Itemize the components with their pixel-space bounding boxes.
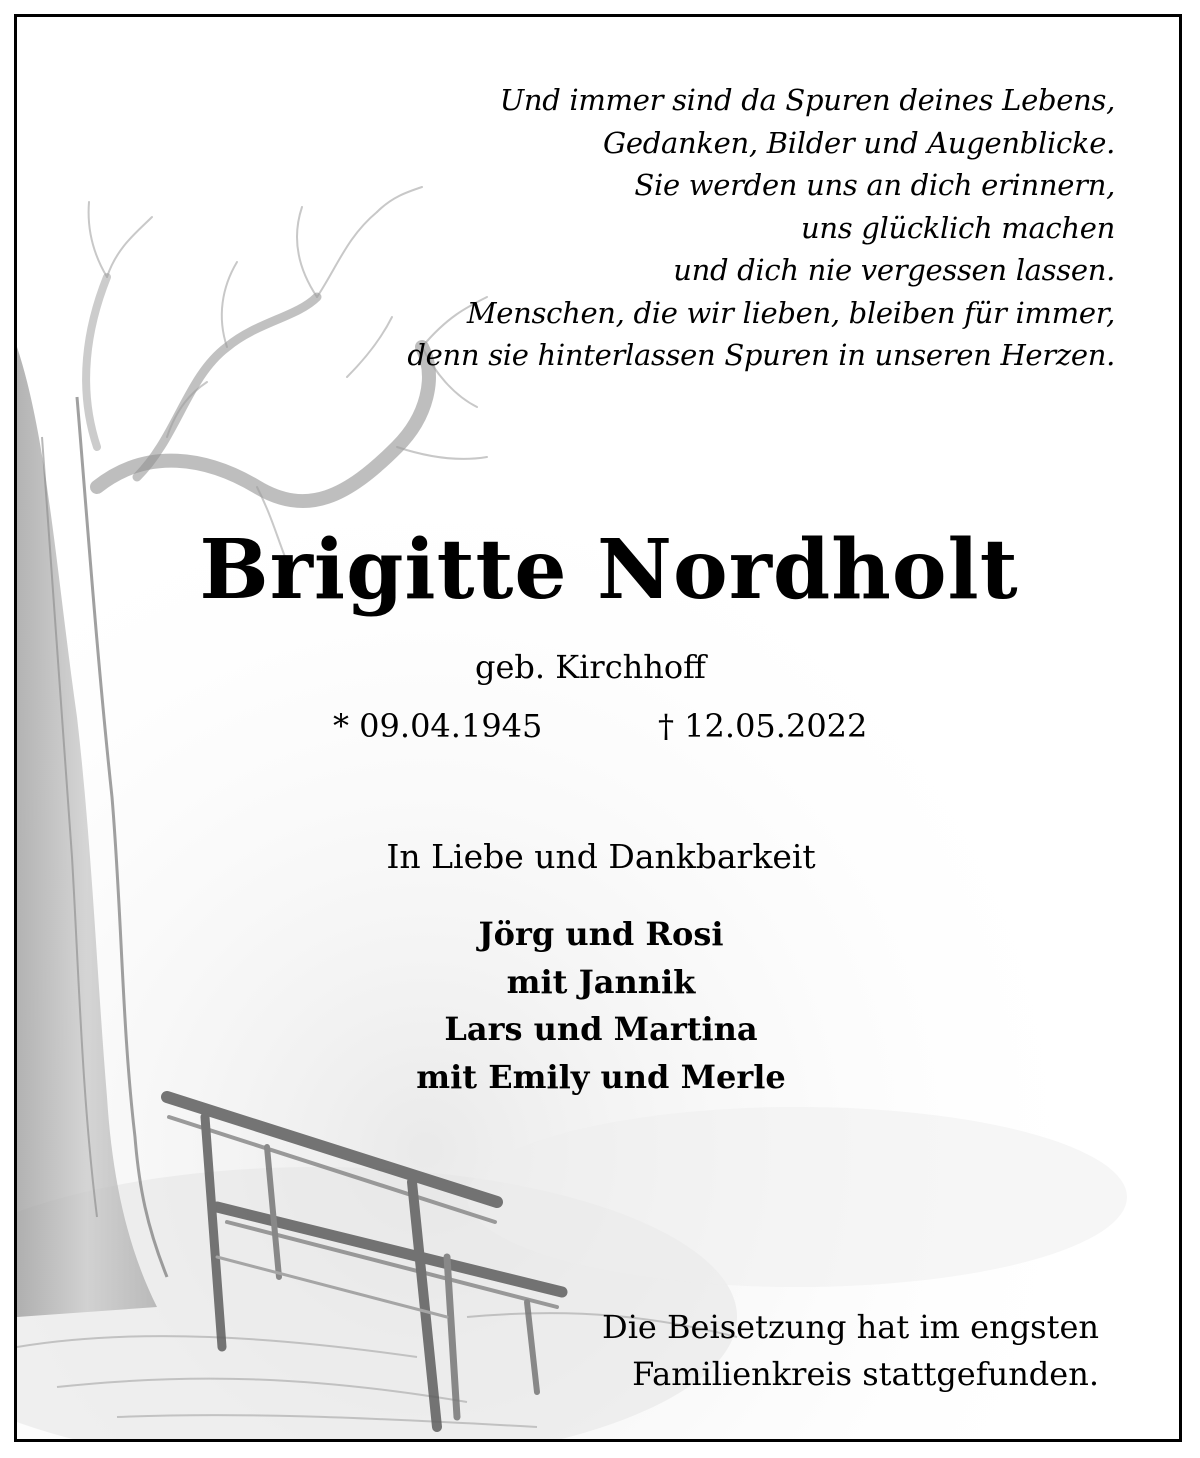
burial-line: Die Beisetzung hat im engsten xyxy=(602,1308,1099,1346)
mourner-line: Jörg und Rosi xyxy=(478,915,724,953)
poem-line: und dich nie vergessen lassen. xyxy=(673,253,1115,287)
mourners-list xyxy=(17,911,1182,1101)
mourner-line: Lars und Martina xyxy=(444,1010,758,1048)
burial-notice xyxy=(602,1304,1099,1398)
deceased-name: Brigitte Nordholt xyxy=(199,522,1019,618)
dedication: In Liebe und Dankbarkeit xyxy=(386,837,816,876)
poem-line: Menschen, die wir lieben, bleiben für immer, xyxy=(466,295,1115,330)
obituary-frame xyxy=(14,14,1182,1442)
mourner-line: mit Jannik xyxy=(506,962,696,1001)
burial-line: Familienkreis stattgefunden. xyxy=(632,1355,1099,1393)
poem-line: Und immer sind da Spuren deines Lebens, xyxy=(499,83,1115,117)
maiden-name: geb. Kirchhoff xyxy=(475,648,706,686)
birth-date: * 09.04.1945 xyxy=(333,707,543,745)
memorial-poem xyxy=(407,79,1115,377)
death-date: † 12.05.2022 xyxy=(658,707,868,745)
poem-line: denn sie hinterlassen Spuren in unseren Herzen. xyxy=(407,338,1115,372)
poem-line: Gedanken, Bilder und Augenblicke. xyxy=(603,125,1115,160)
poem-line: uns glücklich machen xyxy=(800,210,1115,245)
poem-line: Sie werden uns an dich erinnern, xyxy=(634,168,1115,202)
mourner-line: mit Emily und Merle xyxy=(416,1057,786,1096)
